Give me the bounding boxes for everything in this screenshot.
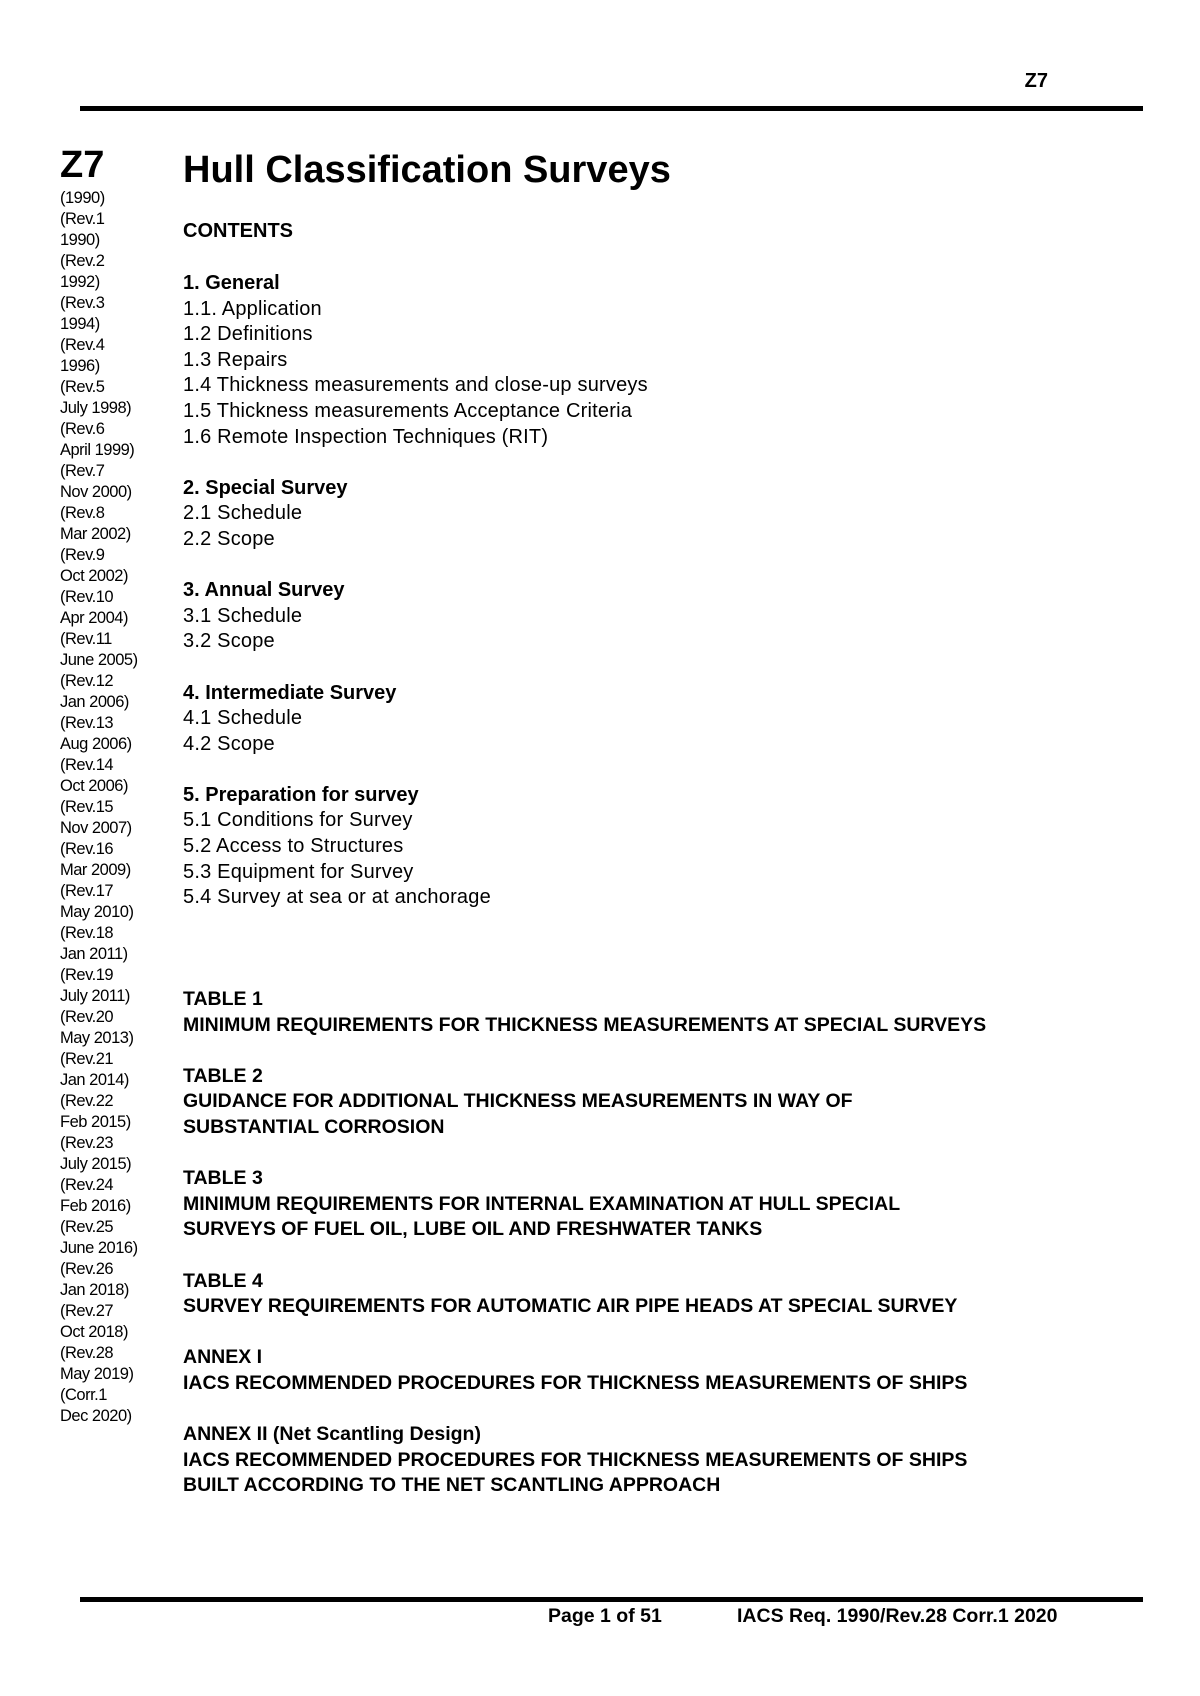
tables-and-annexes-list — [183, 987, 1143, 1524]
revision-line: (Rev.10 — [60, 588, 114, 606]
revision-line: 1990) — [60, 231, 100, 249]
revision-line: (Rev.24 — [60, 1176, 114, 1194]
revision-line: June 2016) — [60, 1239, 138, 1257]
revision-line: Oct 2006) — [60, 777, 128, 795]
revision-line: 1996) — [60, 357, 100, 375]
table-description: GUIDANCE FOR ADDITIONAL THICKNESS MEASUREMENTS IN WAY OF — [183, 1090, 853, 1113]
revision-line: Feb 2016) — [60, 1197, 131, 1215]
toc-section-title: 3. Annual Survey — [183, 579, 345, 602]
toc-item: 1.1. Application — [183, 297, 322, 320]
revision-line: Feb 2015) — [60, 1113, 131, 1131]
table-description: SUBSTANTIAL CORROSION — [183, 1115, 445, 1138]
revision-line: (Rev.8 — [60, 504, 105, 522]
revision-line: July 2011) — [60, 987, 130, 1005]
revision-line: (Rev.25 — [60, 1218, 114, 1236]
table-entry — [183, 987, 1143, 1038]
revision-line: Apr 2004) — [60, 609, 128, 627]
toc-item: 5.3 Equipment for Survey — [183, 860, 414, 883]
revision-line: Nov 2007) — [60, 819, 132, 837]
revision-line: Jan 2006) — [60, 693, 129, 711]
revision-line: (Rev.21 — [60, 1050, 114, 1068]
toc-section-title: 5. Preparation for survey — [183, 783, 419, 806]
table-label: TABLE 1 — [183, 988, 263, 1010]
revision-line: (Rev.5 — [60, 378, 105, 396]
toc-item: 2.2 Scope — [183, 527, 275, 550]
revision-line: (Rev.15 — [60, 798, 114, 816]
revision-line: May 2019) — [60, 1365, 134, 1383]
revision-line: (Rev.4 — [60, 336, 105, 354]
table-description: SURVEY REQUIREMENTS FOR AUTOMATIC AIR PIPE HEADS AT SPECIAL SURVEY — [183, 1295, 958, 1318]
table-label: TABLE 4 — [183, 1269, 263, 1292]
toc-section — [183, 476, 1143, 553]
table-label: TABLE 2 — [183, 1064, 263, 1087]
table-entry — [183, 1269, 1143, 1320]
revision-line: (Rev.3 — [60, 294, 105, 312]
sidebar-code: Z7 — [60, 144, 105, 186]
revision-history — [60, 188, 160, 1427]
revision-line: (Rev.18 — [60, 924, 114, 942]
table-entry — [183, 1166, 1143, 1243]
table-description: BUILT ACCORDING TO THE NET SCANTLING APPROACH — [183, 1474, 721, 1497]
revision-line: Jan 2011) — [60, 945, 128, 963]
toc-item: 1.2 Definitions — [183, 323, 313, 346]
revision-line: Aug 2006) — [60, 735, 132, 753]
footer-rule — [80, 1597, 1143, 1602]
table-description: IACS RECOMMENDED PROCEDURES FOR THICKNESS MEASUREMENTS OF SHIPS — [183, 1448, 968, 1471]
revision-line: May 2010) — [60, 903, 134, 921]
revision-line: (Rev.9 — [60, 546, 105, 564]
header-rule — [80, 106, 1143, 111]
revision-line: (Corr.1 — [60, 1386, 107, 1404]
toc-section-title: 2. Special Survey — [183, 476, 348, 499]
toc-item: 5.1 Conditions for Survey — [183, 809, 413, 832]
revision-line: (Rev.1 — [60, 210, 105, 228]
revision-line: (Rev.22 — [60, 1092, 114, 1110]
table-description: SURVEYS OF FUEL OIL, LUBE OIL AND FRESHWATER TANKS — [183, 1218, 763, 1241]
revision-line: (Rev.14 — [60, 756, 114, 774]
toc-section — [183, 681, 1143, 758]
revision-line: (Rev.16 — [60, 840, 114, 858]
toc-section-title: 4. Intermediate Survey — [183, 681, 397, 704]
document-title: Hull Classification Surveys — [183, 149, 671, 191]
header-code: Z7 — [1024, 70, 1048, 92]
contents-heading: CONTENTS — [183, 220, 293, 242]
revision-line: July 1998) — [60, 399, 132, 417]
toc-item: 5.2 Access to Structures — [183, 835, 404, 858]
revision-line: Mar 2009) — [60, 861, 131, 879]
revision-line: April 1999) — [60, 441, 135, 459]
table-label: ANNEX II (Net Scantling Design) — [183, 1423, 481, 1446]
table-description: IACS RECOMMENDED PROCEDURES FOR THICKNESS MEASUREMENTS OF SHIPS — [183, 1371, 968, 1394]
toc-item: 3.2 Scope — [183, 630, 275, 653]
revision-line: June 2005) — [60, 651, 138, 669]
toc-item: 4.2 Scope — [183, 732, 275, 755]
revision-line: (Rev.20 — [60, 1008, 114, 1026]
revision-line: (Rev.12 — [60, 672, 114, 690]
table-entry — [183, 1064, 1143, 1141]
table-description: MINIMUM REQUIREMENTS FOR THICKNESS MEASUREMENTS AT SPECIAL SURVEYS — [183, 1013, 987, 1036]
revision-line: Jan 2014) — [60, 1071, 129, 1089]
revision-line: Oct 2002) — [60, 567, 128, 585]
toc-item: 2.1 Schedule — [183, 502, 303, 525]
toc-item: 4.1 Schedule — [183, 707, 303, 730]
toc-item: 1.5 Thickness measurements Acceptance Criteria — [183, 399, 633, 422]
revision-line: (Rev.19 — [60, 966, 114, 984]
toc-section — [183, 783, 1143, 911]
document-reference: IACS Req. 1990/Rev.28 Corr.1 2020 — [737, 1605, 1058, 1627]
revision-line: 1994) — [60, 315, 100, 333]
table-entry — [183, 1345, 1143, 1396]
revision-line: (Rev.13 — [60, 714, 114, 732]
table-of-contents — [183, 271, 1143, 936]
revision-line: (Rev.7 — [60, 462, 105, 480]
revision-line: Jan 2018) — [60, 1281, 129, 1299]
table-label: TABLE 3 — [183, 1167, 263, 1190]
revision-line: (Rev.17 — [60, 882, 114, 900]
revision-line: May 2013) — [60, 1029, 134, 1047]
revision-line: Oct 2018) — [60, 1323, 128, 1341]
revision-line: (Rev.23 — [60, 1134, 114, 1152]
toc-item: 5.4 Survey at sea or at anchorage — [183, 886, 491, 909]
revision-line: (Rev.27 — [60, 1302, 114, 1320]
page-number: Page 1 of 51 — [548, 1605, 662, 1627]
toc-section — [183, 578, 1143, 655]
revision-line: Mar 2002) — [60, 525, 131, 543]
revision-line: (Rev.28 — [60, 1344, 114, 1362]
table-entry — [183, 1422, 1143, 1499]
revision-line: (Rev.2 — [60, 252, 105, 270]
revision-line: (1990) — [60, 189, 105, 207]
revision-line: Dec 2020) — [60, 1407, 132, 1425]
revision-line: Nov 2000) — [60, 483, 132, 501]
revision-line: (Rev.11 — [60, 630, 112, 648]
toc-item: 1.6 Remote Inspection Techniques (RIT) — [183, 425, 549, 448]
toc-item: 1.4 Thickness measurements and close-up surveys — [183, 374, 648, 397]
revision-line: July 2015) — [60, 1155, 132, 1173]
revision-line: (Rev.6 — [60, 420, 105, 438]
table-description: MINIMUM REQUIREMENTS FOR INTERNAL EXAMINATION AT HULL SPECIAL — [183, 1192, 901, 1215]
table-label: ANNEX I — [183, 1346, 263, 1369]
revision-line: (Rev.26 — [60, 1260, 114, 1278]
revision-line: 1992) — [60, 273, 100, 291]
toc-item: 3.1 Schedule — [183, 604, 303, 627]
toc-item: 1.3 Repairs — [183, 348, 288, 371]
toc-section-title: 1. General — [183, 272, 280, 294]
toc-section — [183, 271, 1143, 450]
